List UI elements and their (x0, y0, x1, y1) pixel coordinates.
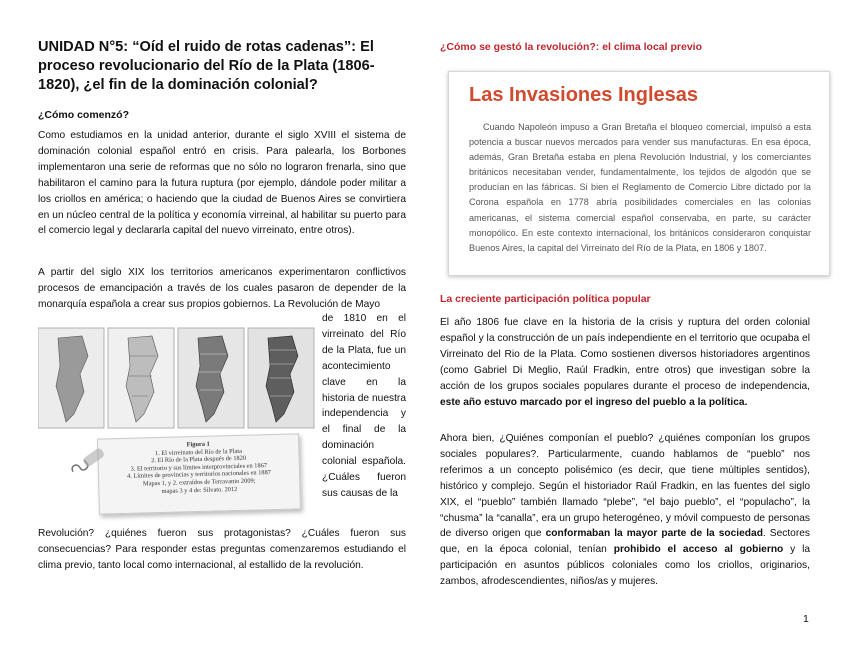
caption-line: 4. Límites de provincias y territorios nacionales en 1887 (126, 469, 272, 481)
year-1806-paragraph (440, 315, 810, 410)
unit-title: UNIDAD N°5: “Oíd el ruido de rotas cadenas”: El proceso revolucionario del Río de la Plata (1806-1820), ¿el fin de la dominación colonial? (38, 39, 375, 93)
local-climate-heading (440, 41, 702, 53)
how-it-began-heading: ¿Cómo comenzó? (38, 109, 129, 121)
caption-line: Figura 1 (186, 440, 210, 449)
year-1806-text: El año 1806 fue clave en la historia de la crisis y ruptura del orden colonial español y la construcción de un país independiente en el territorio que ocupaba el Virreinato del Rio de la Plata. Como sostienen diversos historiadores argentinos (como Gabriel Di Meglio, Raúl Fradkin, entre otros) que investigan sobre la acción de los grupos sociales populares durante el proceso de independencia, (440, 317, 810, 392)
caption-line: 3. El territorio y sus límites interprovinciales en 1867 (130, 461, 268, 473)
people-text-b: . Sectores que, en la época colonial, tenían (440, 528, 810, 556)
map-3 (178, 328, 244, 428)
excerpt-body: Cuando Napoleón impuso a Gran Bretaña el bloqueo comercial, impulsó a esta potencia a buscar nuevos mercados para vender sus manufacturas. En esa época, además, Gran Bretaña estaba en plena Revolución Industrial, y los comerciantes británicos necesitaban vender, fundamentalmente, los tejidos de algodón que se producían en las fábricas. Si bien el Reglamento de Comercio Libre dictado por la Corona española en 1778 abría posibilidades comerciales en las colonias americanas, el sistema comercial español conservaba, en parte, su carácter monopólico. En este contexto internacional, los británicos consideraron conquistar Buenos Aires, la capital del Virreinato del Río de la Plata, en 1806 y 1807. (469, 122, 811, 253)
local-climate-heading-question: ¿Cómo se gestó la revolución? (440, 41, 596, 53)
people-emphasis-1: conformaban la mayor parte de la sociedad (545, 528, 763, 540)
map-1 (38, 328, 104, 428)
map-4 (248, 328, 314, 428)
who-was-the-people-paragraph (440, 431, 810, 590)
british-invasions-excerpt (448, 71, 830, 276)
intro-paragraph: Como estudiamos en la unidad anterior, durante el siglo XVIII el sistema de dominación colonial español entró en crisis. Para palearla, los Borbones implementaron una serie de reformas que no sólo no lograron frenarla, sino que habilitaron el camino para la futura ruptura (por ejemplo, dándole poder militar a los criollos en américa; o haciendo que la ciudad de Buenos Aires se convirtiera en un núcleo central de la política y economía virreinal, al habilitar su puerto para el comercio legal y declararla capital del nuevo virreinato, entre otros). (38, 130, 406, 237)
may-revolution-paragraph: de 1810 en el virreinato del Río de la Plata, fue un acontecimiento clave en la historia de nuestra independencia y el final de la dominación colonial española. ¿Cuáles fueron sus causas de la (322, 313, 406, 499)
caption-line: mapas 3 y 4 de: Silvato. 2012 (161, 485, 238, 495)
map-2 (108, 328, 174, 428)
revolution-questions-paragraph: Revolución? ¿quiénes fueron sus protagonistas? ¿Cuáles fueron sus consecuencias? Para responder estas preguntas comenzaremos estudiando el clima previo, tanto local como internacional, al estallido de la revolución. (38, 528, 406, 571)
caption-line: Mapas 1, y 2. extraídos de Terravanio 2009; (142, 477, 256, 488)
figure-caption (97, 433, 301, 514)
caption-line: 2. El Río de la Plata después de 1820 (151, 454, 247, 465)
year-1806-emphasis: este año estuvo marcado por el ingreso del pueblo a la política. (440, 396, 748, 408)
popular-participation-heading: La creciente participación política popular (440, 293, 651, 305)
caption-line: 1. El virreinato del Río de la Plata (154, 447, 242, 457)
nineteenth-century-paragraph: A partir del siglo XIX los territorios americanos experimentaron conflictivos procesos de emancipación a través de los cuales pasaron de depender de la monarquía española a crear sus propios gobiernos. La Revolución de Mayo (38, 267, 406, 310)
historical-maps-image (38, 326, 316, 430)
local-climate-heading-rest: : el clima local previo (595, 41, 702, 53)
page-number: 1 (803, 613, 809, 625)
people-text-a: Ahora bien, ¿Quiénes componían el pueblo? ¿quiénes componían los grupos sociales populares?. Particularmente, cuando hablamos de “pueblo” nos referimos a un concepto polisémico (es decir, que tiene múltiples sentidos), histórico y complejo. Según el historiador Raúl Fradkin, en las fuentes del siglo XIX, el “pueblo” también llamado “plebe”, “el bajo pueblo”, el “populacho”, la “chusma” la “canalla”, era un grupo heterogéneo, y móvil compuesto de personas de diverso origen que (440, 433, 810, 540)
people-emphasis-2: prohibido el acceso al gobierno (613, 544, 784, 556)
maps-figure (38, 326, 316, 512)
people-text-c: y la participación en asuntos públicos coloniales como los criollos, originarios, zambos, afrodescendientes, niños/as y mujeres. (440, 544, 811, 588)
excerpt-title: Las Invasiones Inglesas (469, 84, 698, 106)
